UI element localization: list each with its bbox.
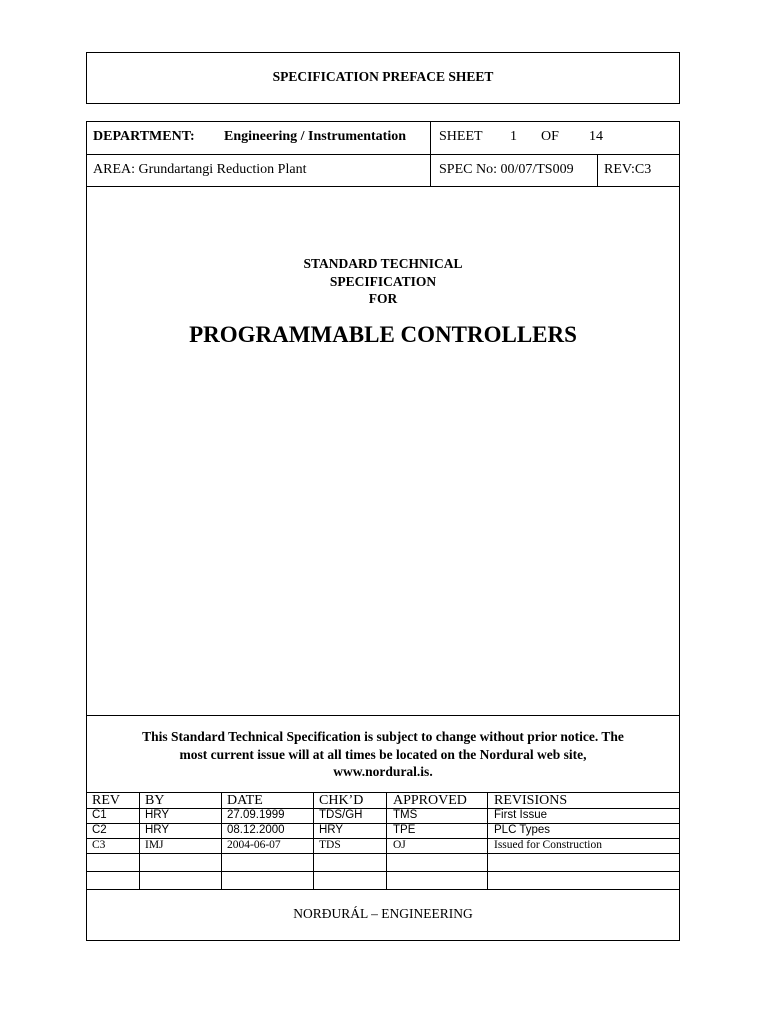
table-cell: TDS bbox=[319, 839, 341, 851]
table-cell: TDS/GH bbox=[319, 809, 363, 821]
title-line-1: STANDARD TECHNICAL bbox=[303, 256, 463, 271]
divider bbox=[597, 154, 598, 186]
divider bbox=[430, 122, 431, 186]
table-cell: HRY bbox=[145, 824, 170, 836]
table-cell: 27.09.1999 bbox=[227, 809, 285, 821]
table-cell: C3 bbox=[92, 839, 106, 851]
table-cell: PLC Types bbox=[494, 824, 551, 836]
table-cell: HRY bbox=[319, 824, 344, 836]
revision-code: REV:C3 bbox=[604, 162, 652, 177]
table-cell: C2 bbox=[92, 824, 107, 836]
preface-title: SPECIFICATION PREFACE SHEET bbox=[272, 69, 494, 84]
header-date: DATE bbox=[227, 793, 263, 808]
table-cell: TMS bbox=[393, 809, 418, 821]
table-cell: 08.12.2000 bbox=[227, 824, 285, 836]
notice-line-2: most current issue will at all times be located on the Nordural web site, bbox=[179, 747, 587, 762]
sheet-label: SHEET bbox=[439, 129, 483, 144]
department-label: DEPARTMENT: bbox=[93, 129, 195, 144]
table-cell: IMJ bbox=[145, 839, 164, 851]
header-approved: APPROVED bbox=[393, 793, 467, 808]
header-rev: REV bbox=[92, 793, 120, 808]
table-cell: HRY bbox=[145, 809, 170, 821]
sheet-total: 14 bbox=[589, 129, 603, 144]
preface-box bbox=[86, 52, 680, 104]
table-cell: C1 bbox=[92, 809, 107, 821]
sheet-number: 1 bbox=[510, 129, 517, 144]
divider bbox=[87, 715, 679, 716]
divider bbox=[87, 154, 679, 155]
table-cell: TPE bbox=[393, 824, 416, 836]
area-text: AREA: Grundartangi Reduction Plant bbox=[93, 162, 307, 177]
of-label: OF bbox=[541, 129, 559, 144]
document-title: PROGRAMMABLE CONTROLLERS bbox=[189, 322, 577, 347]
footer-text: NORÐURÁL – ENGINEERING bbox=[293, 906, 473, 921]
specification-sheet bbox=[86, 121, 680, 941]
title-line-2: SPECIFICATION bbox=[329, 274, 437, 289]
table-cell: Issued for Construction bbox=[494, 839, 602, 851]
notice-line-3: www.nordural.is. bbox=[333, 764, 433, 779]
header-checked: CHK’D bbox=[319, 793, 364, 808]
header-revisions: REVISIONS bbox=[494, 793, 568, 808]
department-value: Engineering / Instrumentation bbox=[224, 129, 407, 144]
title-line-3: FOR bbox=[368, 291, 398, 306]
header-by: BY bbox=[145, 793, 165, 808]
table-cell: First Issue bbox=[494, 809, 548, 821]
notice-line-1: This Standard Technical Specification is subject to change without prior notice. The bbox=[142, 729, 624, 744]
spec-number: SPEC No: 00/07/TS009 bbox=[439, 162, 574, 177]
table-cell: 2004-06-07 bbox=[227, 839, 281, 851]
divider bbox=[87, 186, 679, 187]
table-cell: OJ bbox=[393, 839, 406, 851]
